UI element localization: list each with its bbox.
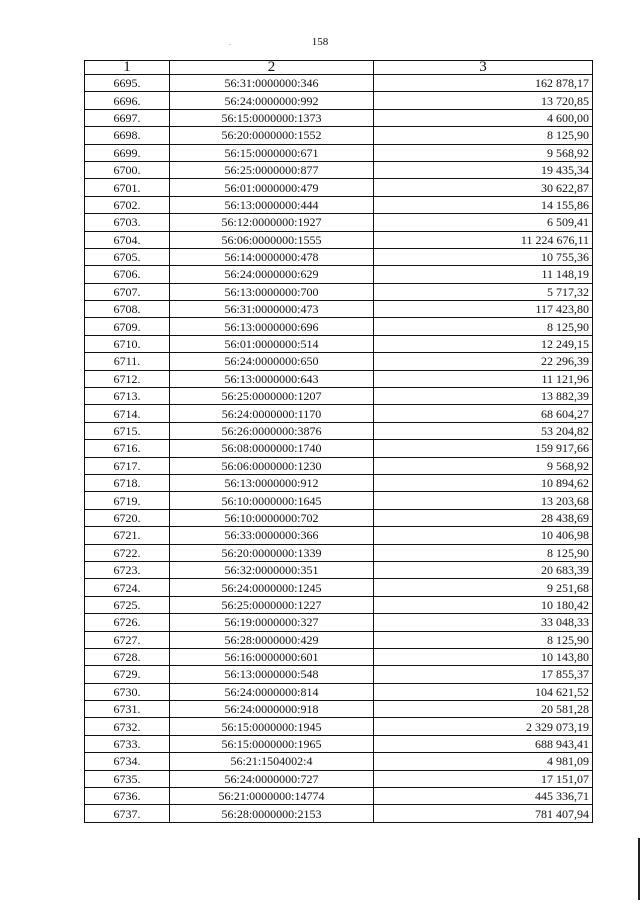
cadastral-number-cell: 56:21:1504002:4: [170, 753, 374, 770]
page-dot: .: [229, 38, 231, 47]
cadastral-number-cell: 56:13:0000000:700: [170, 283, 374, 300]
table-row: [85, 353, 593, 370]
table-row: [85, 683, 593, 700]
row-number-cell: 6724.: [85, 579, 170, 596]
row-number-cell: 6731.: [85, 701, 170, 718]
row-number-cell: 6721.: [85, 527, 170, 544]
table-row: [85, 196, 593, 213]
row-number-cell: 6707.: [85, 283, 170, 300]
table-row: [85, 405, 593, 422]
row-number-cell: 6726.: [85, 614, 170, 631]
row-number-cell: 6700.: [85, 161, 170, 178]
row-number-cell: 6702.: [85, 196, 170, 213]
value-cell: 6 509,41: [374, 214, 593, 231]
cadastral-number-cell: 56:08:0000000:1740: [170, 440, 374, 457]
cadastral-number-cell: 56:01:0000000:514: [170, 335, 374, 352]
table-row: [85, 666, 593, 683]
table-row: [85, 561, 593, 578]
value-cell: 20 581,28: [374, 701, 593, 718]
value-cell: 10 755,36: [374, 248, 593, 265]
value-cell: 9 568,92: [374, 144, 593, 161]
table-row: [85, 161, 593, 178]
cadastral-number-cell: 56:06:0000000:1555: [170, 231, 374, 248]
cadastral-number-cell: 56:25:0000000:1207: [170, 388, 374, 405]
cadastral-number-cell: 56:13:0000000:912: [170, 474, 374, 491]
row-number-cell: 6728.: [85, 648, 170, 665]
row-number-cell: 6730.: [85, 683, 170, 700]
table-row: [85, 631, 593, 648]
value-cell: 9 568,92: [374, 457, 593, 474]
table-row: [85, 266, 593, 283]
table-row: [85, 301, 593, 318]
cadastral-number-cell: 56:25:0000000:877: [170, 161, 374, 178]
row-number-cell: 6695.: [85, 75, 170, 92]
value-cell: 12 249,15: [374, 335, 593, 352]
table-row: [85, 231, 593, 248]
value-cell: 10 143,80: [374, 648, 593, 665]
cadastral-number-cell: 56:31:0000000:473: [170, 301, 374, 318]
value-cell: 10 180,42: [374, 596, 593, 613]
value-cell: 22 296,39: [374, 353, 593, 370]
cadastral-number-cell: 56:16:0000000:601: [170, 648, 374, 665]
value-cell: 20 683,39: [374, 561, 593, 578]
row-number-cell: 6720.: [85, 509, 170, 526]
table-row: [85, 770, 593, 787]
value-cell: 13 720,85: [374, 92, 593, 109]
cadastral-number-cell: 56:15:0000000:1373: [170, 109, 374, 126]
row-number-cell: 6709.: [85, 318, 170, 335]
table-row: [85, 788, 593, 805]
value-cell: 8 125,90: [374, 631, 593, 648]
value-cell: 30 622,87: [374, 179, 593, 196]
row-number-cell: 6733.: [85, 735, 170, 752]
table-row: [85, 457, 593, 474]
cadastral-number-cell: 56:26:0000000:3876: [170, 422, 374, 439]
table-row: [85, 492, 593, 509]
cadastral-number-cell: 56:19:0000000:327: [170, 614, 374, 631]
value-cell: 117 423,80: [374, 301, 593, 318]
row-number-cell: 6710.: [85, 335, 170, 352]
value-cell: 11 148,19: [374, 266, 593, 283]
value-cell: 17 151,07: [374, 770, 593, 787]
table-body: [85, 75, 593, 823]
cadastral-number-cell: 56:15:0000000:1965: [170, 735, 374, 752]
cadastral-number-cell: 56:24:0000000:629: [170, 266, 374, 283]
value-cell: 9 251,68: [374, 579, 593, 596]
value-cell: 13 882,39: [374, 388, 593, 405]
row-number-cell: 6696.: [85, 92, 170, 109]
cadastral-number-cell: 56:31:0000000:346: [170, 75, 374, 92]
row-number-cell: 6732.: [85, 718, 170, 735]
cadastral-number-cell: 56:33:0000000:366: [170, 527, 374, 544]
cadastral-number-cell: 56:06:0000000:1230: [170, 457, 374, 474]
cadastral-number-cell: 56:28:0000000:429: [170, 631, 374, 648]
row-number-cell: 6715.: [85, 422, 170, 439]
header-row: [85, 61, 593, 75]
table-row: [85, 718, 593, 735]
value-cell: 159 917,66: [374, 440, 593, 457]
cadastral-number-cell: 56:15:0000000:671: [170, 144, 374, 161]
value-cell: 781 407,94: [374, 805, 593, 822]
value-cell: 11 224 676,11: [374, 231, 593, 248]
table-row: [85, 648, 593, 665]
row-number-cell: 6713.: [85, 388, 170, 405]
cadastral-number-cell: 56:14:0000000:478: [170, 248, 374, 265]
value-cell: 19 435,34: [374, 161, 593, 178]
row-number-cell: 6725.: [85, 596, 170, 613]
row-number-cell: 6735.: [85, 770, 170, 787]
value-cell: 8 125,90: [374, 127, 593, 144]
table-row: [85, 370, 593, 387]
cadastral-number-cell: 56:13:0000000:548: [170, 666, 374, 683]
cadastral-number-cell: 56:13:0000000:444: [170, 196, 374, 213]
table-row: [85, 335, 593, 352]
cadastral-number-cell: 56:24:0000000:918: [170, 701, 374, 718]
cadastral-number-cell: 56:24:0000000:650: [170, 353, 374, 370]
value-cell: 28 438,69: [374, 509, 593, 526]
value-cell: 4 600,00: [374, 109, 593, 126]
column-header-3: 3: [374, 61, 593, 75]
table-row: [85, 527, 593, 544]
value-cell: 10 406,98: [374, 527, 593, 544]
table-row: [85, 248, 593, 265]
cadastral-number-cell: 56:12:0000000:1927: [170, 214, 374, 231]
value-cell: 68 604,27: [374, 405, 593, 422]
table-row: [85, 596, 593, 613]
cadastral-number-cell: 56:13:0000000:643: [170, 370, 374, 387]
cadastral-number-cell: 56:01:0000000:479: [170, 179, 374, 196]
row-number-cell: 6734.: [85, 753, 170, 770]
table-row: [85, 701, 593, 718]
value-cell: 162 878,17: [374, 75, 593, 92]
row-number-cell: 6727.: [85, 631, 170, 648]
cadastral-number-cell: 56:21:0000000:14774: [170, 788, 374, 805]
value-cell: 53 204,82: [374, 422, 593, 439]
cadastral-number-cell: 56:28:0000000:2153: [170, 805, 374, 822]
table-row: [85, 440, 593, 457]
row-number-cell: 6723.: [85, 561, 170, 578]
column-header-1: 1: [85, 61, 170, 75]
table-row: [85, 214, 593, 231]
table-row: [85, 614, 593, 631]
row-number-cell: 6705.: [85, 248, 170, 265]
table-row: [85, 753, 593, 770]
value-cell: 8 125,90: [374, 544, 593, 561]
row-number-cell: 6704.: [85, 231, 170, 248]
value-cell: 445 336,71: [374, 788, 593, 805]
table-row: [85, 179, 593, 196]
row-number-cell: 6698.: [85, 127, 170, 144]
value-cell: 17 855,37: [374, 666, 593, 683]
value-cell: 8 125,90: [374, 318, 593, 335]
page-number: 158: [311, 36, 329, 48]
table-row: [85, 805, 593, 822]
column-header-2: 2: [170, 61, 374, 75]
row-number-cell: 6712.: [85, 370, 170, 387]
cadastral-number-cell: 56:10:0000000:1645: [170, 492, 374, 509]
row-number-cell: 6718.: [85, 474, 170, 491]
cadastral-number-cell: 56:32:0000000:351: [170, 561, 374, 578]
table-row: [85, 75, 593, 92]
cadastral-number-cell: 56:10:0000000:702: [170, 509, 374, 526]
table-row: [85, 92, 593, 109]
row-number-cell: 6703.: [85, 214, 170, 231]
row-number-cell: 6708.: [85, 301, 170, 318]
value-cell: 10 894,62: [374, 474, 593, 491]
cadastral-number-cell: 56:24:0000000:1170: [170, 405, 374, 422]
table-row: [85, 283, 593, 300]
value-cell: 33 048,33: [374, 614, 593, 631]
table-row: [85, 474, 593, 491]
row-number-cell: 6714.: [85, 405, 170, 422]
row-number-cell: 6716.: [85, 440, 170, 457]
value-cell: 688 943,41: [374, 735, 593, 752]
row-number-cell: 6701.: [85, 179, 170, 196]
cadastral-number-cell: 56:15:0000000:1945: [170, 718, 374, 735]
table-row: [85, 544, 593, 561]
row-number-cell: 6736.: [85, 788, 170, 805]
value-cell: 11 121,96: [374, 370, 593, 387]
cadastral-number-cell: 56:24:0000000:814: [170, 683, 374, 700]
value-cell: 104 621,52: [374, 683, 593, 700]
table-row: [85, 579, 593, 596]
table-row: [85, 127, 593, 144]
row-number-cell: 6717.: [85, 457, 170, 474]
table-row: [85, 318, 593, 335]
table-row: [85, 144, 593, 161]
cadastral-number-cell: 56:24:0000000:1245: [170, 579, 374, 596]
cadastral-number-cell: 56:25:0000000:1227: [170, 596, 374, 613]
table-row: [85, 109, 593, 126]
cadastral-number-cell: 56:24:0000000:727: [170, 770, 374, 787]
cadastral-number-cell: 56:13:0000000:696: [170, 318, 374, 335]
row-number-cell: 6737.: [85, 805, 170, 822]
row-number-cell: 6706.: [85, 266, 170, 283]
table-row: [85, 422, 593, 439]
value-cell: 4 981,09: [374, 753, 593, 770]
table-row: [85, 735, 593, 752]
row-number-cell: 6699.: [85, 144, 170, 161]
cadastral-number-cell: 56:20:0000000:1339: [170, 544, 374, 561]
register-table: [84, 60, 593, 823]
value-cell: 13 203,68: [374, 492, 593, 509]
table-row: [85, 509, 593, 526]
table-row: [85, 388, 593, 405]
row-number-cell: 6719.: [85, 492, 170, 509]
row-number-cell: 6711.: [85, 353, 170, 370]
cadastral-number-cell: 56:20:0000000:1552: [170, 127, 374, 144]
row-number-cell: 6729.: [85, 666, 170, 683]
cadastral-number-cell: 56:24:0000000:992: [170, 92, 374, 109]
row-number-cell: 6722.: [85, 544, 170, 561]
row-number-cell: 6697.: [85, 109, 170, 126]
value-cell: 2 329 073,19: [374, 718, 593, 735]
value-cell: 5 717,32: [374, 283, 593, 300]
value-cell: 14 155,86: [374, 196, 593, 213]
